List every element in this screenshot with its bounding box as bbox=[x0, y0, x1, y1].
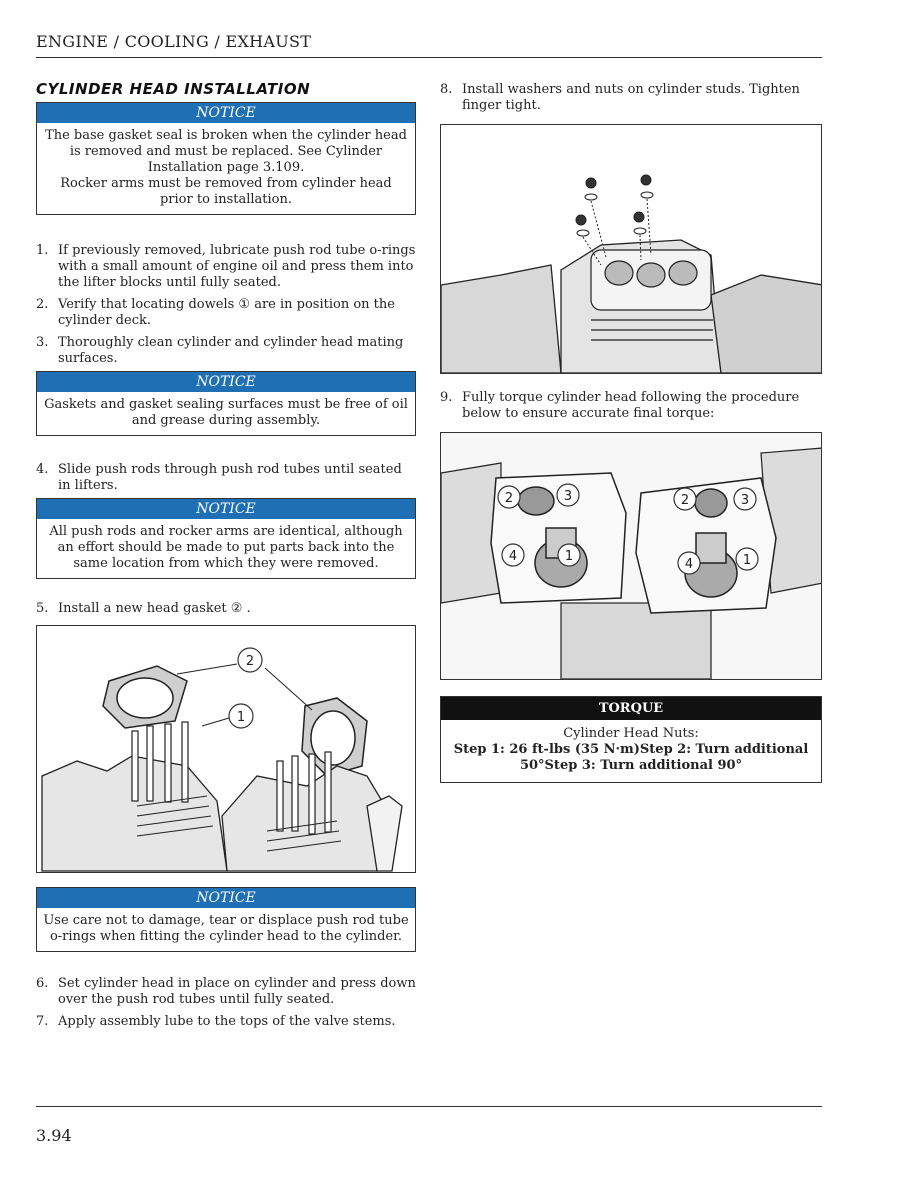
torque-callout bbox=[678, 552, 700, 574]
torque-spec-box bbox=[440, 696, 822, 783]
torque-callout bbox=[557, 484, 579, 506]
notice-box-3 bbox=[36, 498, 416, 579]
step-text: Fully torque cylinder head following the procedure below to ensure accurate final torque: bbox=[462, 390, 800, 421]
step-6 bbox=[36, 976, 416, 1008]
step-4 bbox=[36, 462, 416, 494]
notice-line: Use care not to damage, tear or displace push rod tube o-rings when fitting the cylinder head to the cylinder. bbox=[43, 913, 409, 944]
callout-label: 2 bbox=[504, 491, 514, 506]
notice-line: All push rods and rocker arms are identical, although an effort should be made to put parts back into the same location from which they were removed. bbox=[49, 524, 403, 571]
callout-label: 2 bbox=[245, 654, 255, 669]
step-number: 4. bbox=[36, 462, 49, 477]
engine-block bbox=[42, 756, 402, 871]
torque-callout bbox=[736, 548, 758, 570]
callout-label: 3 bbox=[740, 493, 750, 508]
figure-torque-sequence bbox=[440, 432, 822, 680]
figure-head-gasket bbox=[36, 625, 416, 873]
notice-line: Rocker arms must be removed from cylinder head prior to installation. bbox=[60, 176, 392, 207]
left-column bbox=[36, 78, 416, 1030]
notice-label: NOTICE bbox=[37, 499, 415, 519]
step-text: If previously removed, lubricate push rod tube o-rings with a small amount of engine oil and press them into the lifter blocks until fully seated. bbox=[58, 243, 416, 290]
callout-label: 2 bbox=[680, 493, 690, 508]
torque-step-3: Step 3: Turn additional 90° bbox=[544, 758, 743, 773]
callout-label: 4 bbox=[684, 557, 694, 572]
callout-label: 3 bbox=[563, 489, 573, 504]
callout-label: 4 bbox=[508, 549, 518, 564]
gasket-illustration bbox=[37, 626, 416, 872]
step-number: 6. bbox=[36, 976, 49, 991]
section-title: CYLINDER HEAD INSTALLATION bbox=[36, 80, 311, 98]
notice-line: Gaskets and gasket sealing surfaces must be free of oil and grease during assembly. bbox=[44, 397, 408, 428]
step-7 bbox=[36, 1014, 416, 1030]
step-text: Install a new head gasket ② . bbox=[58, 601, 251, 616]
torque-callout bbox=[734, 488, 756, 510]
notice-text bbox=[37, 392, 415, 435]
step-number: 7. bbox=[36, 1014, 49, 1029]
torque-sequence-illustration bbox=[441, 433, 822, 679]
torque-text bbox=[441, 720, 821, 782]
step-5 bbox=[36, 601, 416, 617]
step-number: 8. bbox=[440, 82, 453, 97]
step-text: Install washers and nuts on cylinder studs. Tighten finger tight. bbox=[462, 82, 800, 113]
notice-label: NOTICE bbox=[37, 372, 415, 392]
callout-label: 1 bbox=[236, 710, 246, 725]
torque-label: TORQUE bbox=[441, 697, 821, 720]
step-1 bbox=[36, 243, 416, 291]
step-number: 1. bbox=[36, 243, 49, 258]
torque-callout bbox=[558, 544, 580, 566]
nut-installation-illustration bbox=[441, 125, 822, 373]
step-text: Verify that locating dowels ① are in position on the cylinder deck. bbox=[58, 297, 395, 328]
notice-line: The base gasket seal is broken when the cylinder head is removed and must be replaced. See Cylinder Installation page 3.109. bbox=[45, 128, 407, 175]
torque-callout bbox=[502, 544, 524, 566]
torque-step-1: Step 1: 26 ft-lbs (35 N·m) bbox=[453, 742, 640, 757]
callout-label: 1 bbox=[564, 549, 574, 564]
right-column bbox=[440, 78, 822, 783]
head-gasket-left bbox=[103, 666, 187, 728]
step-number: 9. bbox=[440, 390, 453, 405]
step-number: 5. bbox=[36, 601, 49, 616]
torque-callout bbox=[674, 488, 696, 510]
torque-step-2: Step 2: Turn additional 50° bbox=[519, 742, 809, 773]
notice-box-1 bbox=[36, 102, 416, 215]
step-text: Slide push rods through push rod tubes until seated in lifters. bbox=[58, 462, 402, 493]
page-header: ENGINE / COOLING / EXHAUST bbox=[36, 32, 312, 51]
notice-text bbox=[37, 908, 415, 951]
notice-label: NOTICE bbox=[37, 103, 415, 123]
step-9 bbox=[440, 390, 822, 422]
notice-box-4 bbox=[36, 887, 416, 952]
torque-line: Cylinder Head Nuts: bbox=[563, 726, 699, 741]
step-text: Set cylinder head in place on cylinder and press down over the push rod tubes until fully seated. bbox=[58, 976, 416, 1007]
step-text: Apply assembly lube to the tops of the valve stems. bbox=[58, 1014, 396, 1029]
notice-text bbox=[37, 519, 415, 578]
page-number: 3.94 bbox=[36, 1126, 72, 1145]
callout-1 bbox=[229, 704, 253, 728]
torque-callout bbox=[498, 486, 520, 508]
step-3 bbox=[36, 335, 416, 367]
notice-box-2 bbox=[36, 371, 416, 436]
step-2 bbox=[36, 297, 416, 329]
header-rule bbox=[36, 57, 822, 58]
step-number: 3. bbox=[36, 335, 49, 350]
step-number: 2. bbox=[36, 297, 49, 312]
step-text: Thoroughly clean cylinder and cylinder head mating surfaces. bbox=[58, 335, 404, 366]
footer-rule bbox=[36, 1106, 822, 1107]
callout-label: 1 bbox=[742, 553, 752, 568]
callout-2 bbox=[238, 648, 262, 672]
step-8 bbox=[440, 82, 822, 114]
figure-nut-installation bbox=[440, 124, 822, 374]
notice-text bbox=[37, 123, 415, 214]
notice-label: NOTICE bbox=[37, 888, 415, 908]
